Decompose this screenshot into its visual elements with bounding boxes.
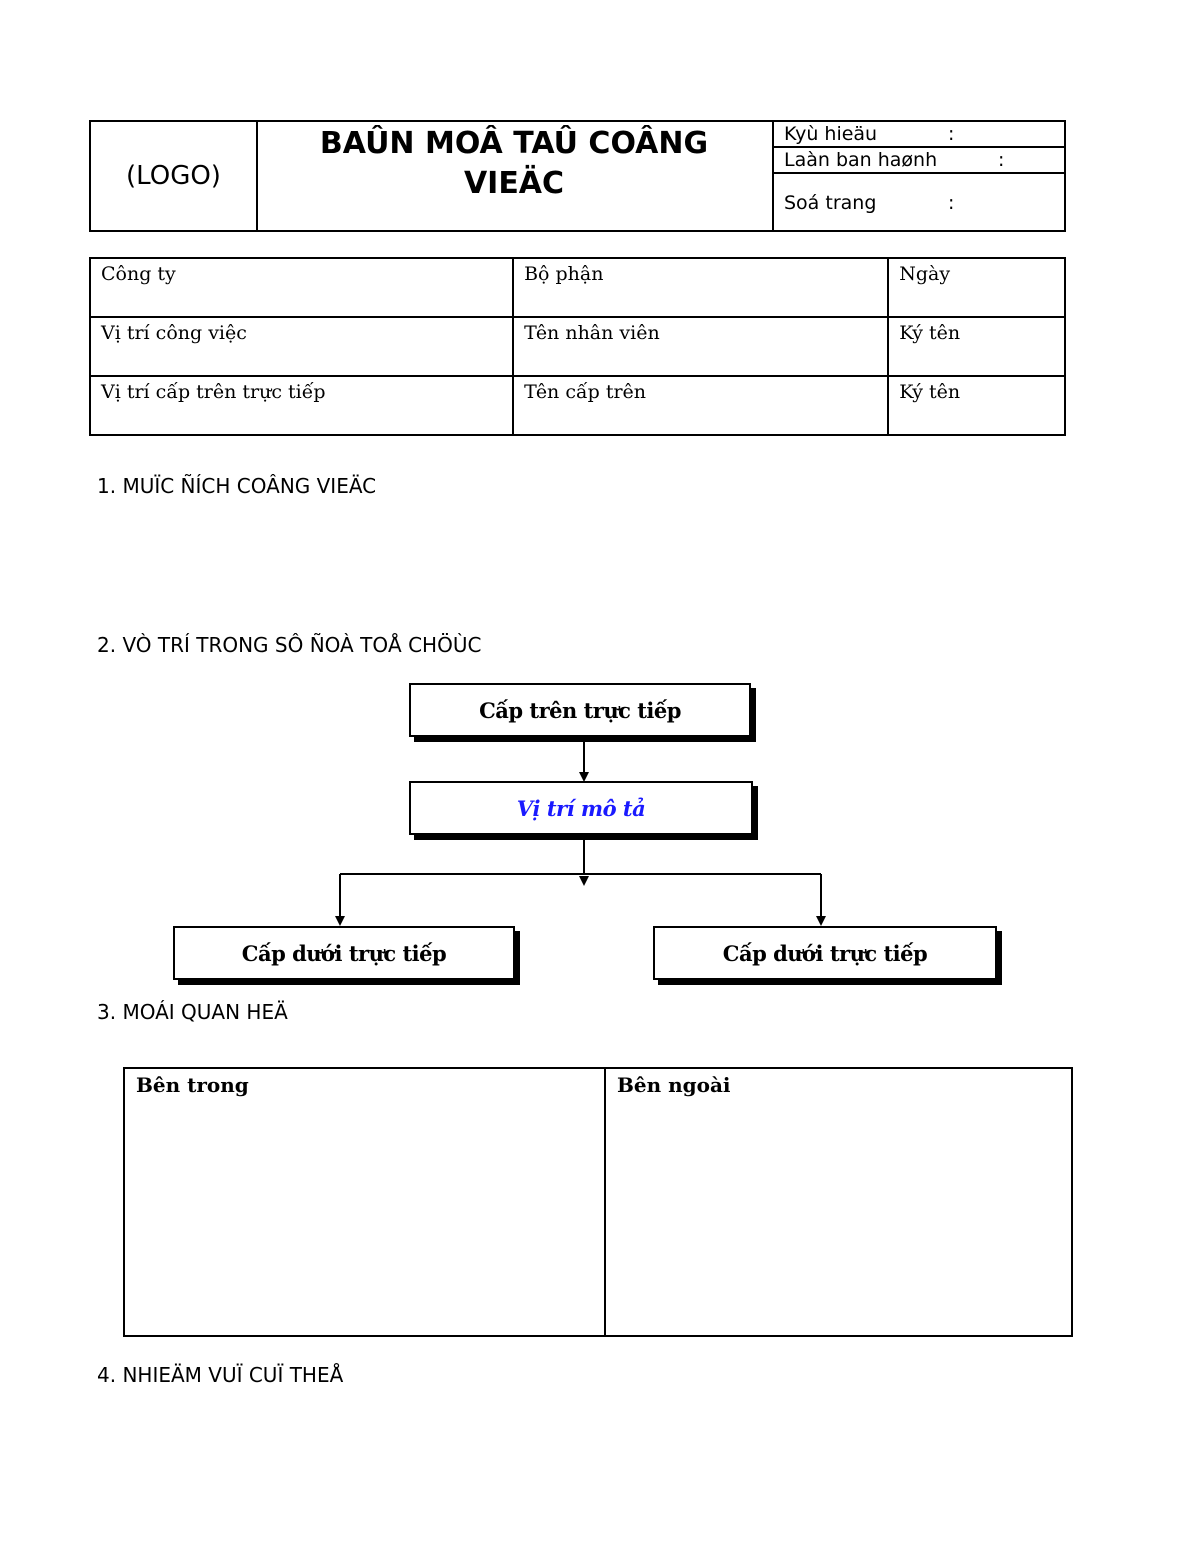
section-heading-purpose: 1. MUÏC ÑÍCH COÂNG VIEÄC: [97, 474, 377, 498]
meta-edition-label: Laàn ban haønh: [784, 149, 938, 171]
title-line-1: BAÛN MOÂ TAÛ COÂNG: [319, 126, 709, 161]
table-cell: Vị trí công việc: [90, 317, 513, 376]
org-box-label: Vị trí mô tả: [516, 795, 646, 821]
org-box-subordinate-left: [173, 926, 515, 980]
section-heading-org-position: 2. VÒ TRÍ TRONG SÔ ÑOÀ TOÅ CHÖÙC: [97, 633, 482, 657]
table-cell: Bộ phận: [513, 258, 888, 317]
org-box-subordinate-right: [653, 926, 997, 980]
org-box-label: Cấp dưới trực tiếp: [722, 940, 928, 966]
org-box-supervisor: [409, 683, 751, 737]
table-cell: Công ty: [90, 258, 513, 317]
table-cell: Tên nhân viên: [513, 317, 888, 376]
section-heading-duties: 4. NHIEÄM VUÏ CUÏ THEÅ: [97, 1363, 344, 1387]
meta-edition-colon: :: [998, 149, 1005, 171]
relations-internal-cell: Bên trong: [124, 1068, 605, 1336]
meta-pages-colon: :: [948, 192, 955, 214]
table-cell: Ký tên: [888, 317, 1065, 376]
table-cell: Ngày: [888, 258, 1065, 317]
section-heading-relations: 3. MOÁI QUAN HEÄ: [97, 1000, 288, 1024]
table-row: [124, 1068, 1072, 1336]
table-cell: Vị trí cấp trên trực tiếp: [90, 376, 513, 435]
relations-external-cell: Bên ngoài: [605, 1068, 1072, 1336]
arrowhead: [335, 916, 345, 926]
meta-pages-label: Soá trang: [784, 192, 877, 214]
logo-text: (LOGO): [126, 161, 221, 191]
relations-table: [123, 1067, 1073, 1337]
meta-symbol-label: Kyù hieäu: [784, 123, 878, 145]
title-line-2: VIEÄC: [463, 166, 565, 201]
meta-symbol-colon: :: [948, 123, 955, 145]
arrowhead: [816, 916, 826, 926]
table-cell: Ký tên: [888, 376, 1065, 435]
table-cell: Tên cấp trên: [513, 376, 888, 435]
org-box-label: Cấp trên trực tiếp: [479, 697, 681, 723]
org-box-current-position: [409, 781, 753, 835]
arrowhead: [579, 876, 589, 886]
org-box-label: Cấp dưới trực tiếp: [241, 940, 447, 966]
